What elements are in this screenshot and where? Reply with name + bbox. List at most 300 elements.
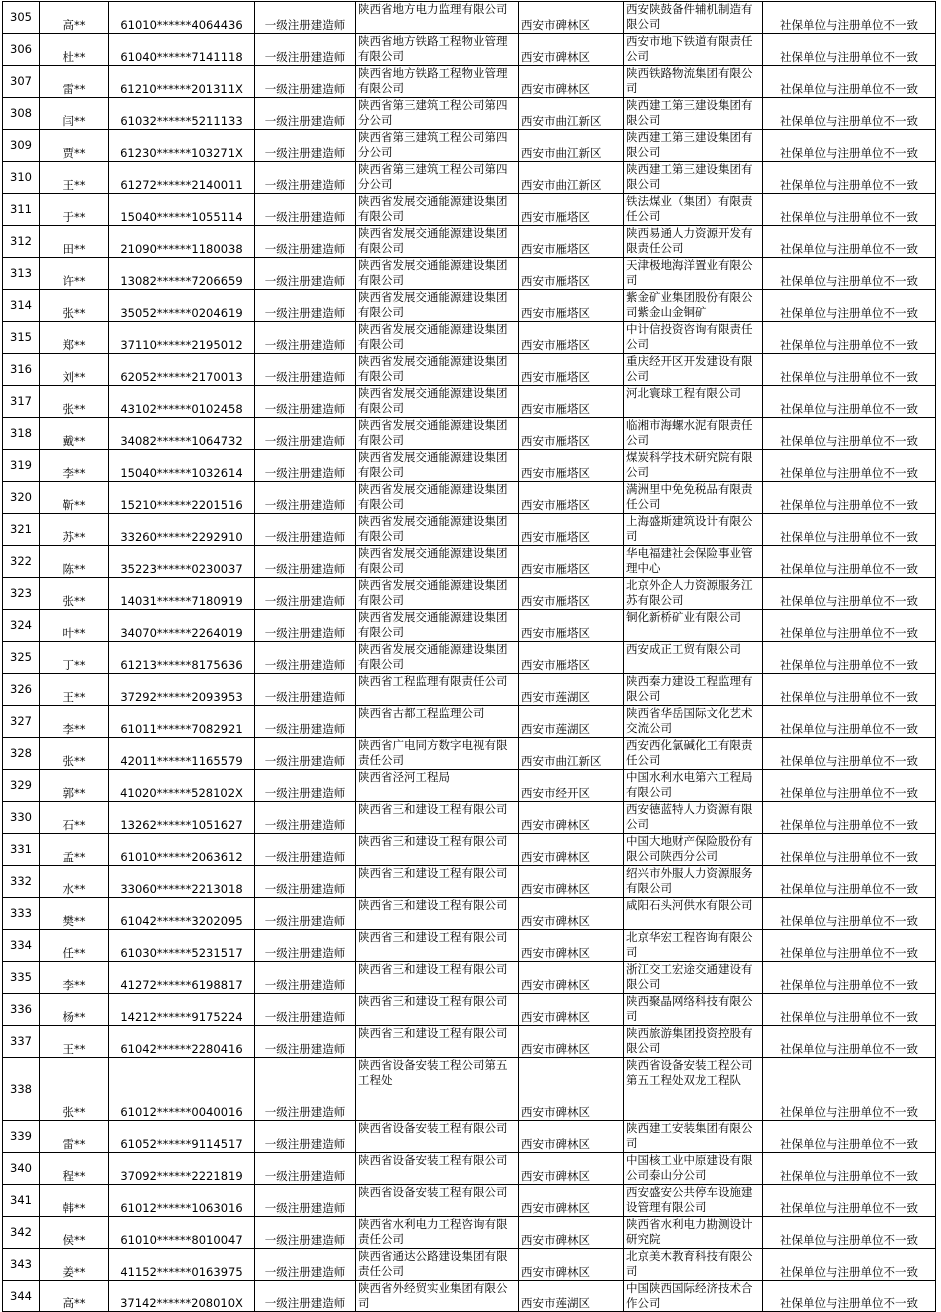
row-number: 313 [3, 258, 40, 290]
district: 西安市曲江新区 [519, 98, 624, 130]
registered-company: 陕西省设备安装工程有限公司 [356, 1121, 519, 1153]
row-number: 323 [3, 578, 40, 610]
social-security-company: 陕西易通人力资源开发有限责任公司 [624, 226, 763, 258]
district: 西安市雁塔区 [519, 450, 624, 482]
remark: 社保单位与注册单位不一致 [763, 386, 936, 418]
table-row [3, 386, 936, 418]
person-name: 丁** [40, 642, 109, 674]
remark: 社保单位与注册单位不一致 [763, 1185, 936, 1217]
person-name: 韩** [40, 1185, 109, 1217]
table-row [3, 1185, 936, 1217]
registered-company: 陕西省水利电力工程咨询有限责任公司 [356, 1217, 519, 1249]
certificate-type: 一级注册建造师 [255, 802, 356, 834]
registered-company: 陕西省三和建设工程有限公司 [356, 898, 519, 930]
registered-company: 陕西省三和建设工程有限公司 [356, 994, 519, 1026]
registered-company: 陕西省发展交通能源建设集团有限公司 [356, 450, 519, 482]
registered-company: 陕西省发展交通能源建设集团有限公司 [356, 546, 519, 578]
district: 西安市碑林区 [519, 834, 624, 866]
id-number: 61011******7082921 [109, 706, 255, 738]
table-row [3, 1249, 936, 1281]
table-row [3, 66, 936, 98]
remark: 社保单位与注册单位不一致 [763, 130, 936, 162]
certificate-type: 一级注册建造师 [255, 898, 356, 930]
id-number: 35223******0230037 [109, 546, 255, 578]
row-number: 310 [3, 162, 40, 194]
certificate-type: 一级注册建造师 [255, 130, 356, 162]
row-number: 312 [3, 226, 40, 258]
registered-company: 陕西省发展交通能源建设集团有限公司 [356, 514, 519, 546]
district: 西安市碑林区 [519, 1026, 624, 1058]
registered-company: 陕西省广电同方数字电视有限责任公司 [356, 738, 519, 770]
person-name: 张** [40, 1058, 109, 1121]
table-row [3, 1153, 936, 1185]
remark: 社保单位与注册单位不一致 [763, 226, 936, 258]
certificate-type: 一级注册建造师 [255, 386, 356, 418]
row-number: 341 [3, 1185, 40, 1217]
registered-company: 陕西省设备安装工程公司第五工程处 [356, 1058, 519, 1121]
certificate-type: 一级注册建造师 [255, 2, 356, 34]
person-name: 樊** [40, 898, 109, 930]
certificate-type: 一级注册建造师 [255, 930, 356, 962]
certificate-type: 一级注册建造师 [255, 706, 356, 738]
table-row [3, 898, 936, 930]
social-security-company: 西安陕鼓备件辅机制造有限公司 [624, 2, 763, 34]
district: 西安市碑林区 [519, 930, 624, 962]
id-number: 34082******1064732 [109, 418, 255, 450]
district: 西安市碑林区 [519, 1249, 624, 1281]
district: 西安市碑林区 [519, 866, 624, 898]
id-number: 14212******9175224 [109, 994, 255, 1026]
row-number: 306 [3, 34, 40, 66]
registered-company: 陕西省第三建筑工程公司第四分公司 [356, 98, 519, 130]
row-number: 332 [3, 866, 40, 898]
district: 西安市曲江新区 [519, 162, 624, 194]
person-name: 张** [40, 738, 109, 770]
district: 西安市雁塔区 [519, 290, 624, 322]
social-security-company: 陕西建工第三建设集团有限公司 [624, 162, 763, 194]
row-number: 331 [3, 834, 40, 866]
certificate-type: 一级注册建造师 [255, 162, 356, 194]
row-number: 308 [3, 98, 40, 130]
person-name: 苏** [40, 514, 109, 546]
person-name: 侯** [40, 1217, 109, 1249]
remark: 社保单位与注册单位不一致 [763, 1281, 936, 1312]
table-row [3, 1281, 936, 1312]
table-row [3, 514, 936, 546]
remark: 社保单位与注册单位不一致 [763, 930, 936, 962]
social-security-company: 临湘市海螺水泥有限责任公司 [624, 418, 763, 450]
district: 西安市雁塔区 [519, 194, 624, 226]
district: 西安市碑林区 [519, 802, 624, 834]
social-security-company: 上海盛斯建筑设计有限公司 [624, 514, 763, 546]
id-number: 61272******2140011 [109, 162, 255, 194]
certificate-type: 一级注册建造师 [255, 418, 356, 450]
registered-company: 陕西省发展交通能源建设集团有限公司 [356, 354, 519, 386]
certificate-type: 一级注册建造师 [255, 578, 356, 610]
district: 西安市雁塔区 [519, 226, 624, 258]
table-row [3, 578, 936, 610]
registered-company: 陕西省发展交通能源建设集团有限公司 [356, 322, 519, 354]
table-row [3, 834, 936, 866]
remark: 社保单位与注册单位不一致 [763, 34, 936, 66]
remark: 社保单位与注册单位不一致 [763, 354, 936, 386]
table-row [3, 642, 936, 674]
id-number: 41152******0163975 [109, 1249, 255, 1281]
row-number: 340 [3, 1153, 40, 1185]
table-row [3, 322, 936, 354]
registered-company: 陕西省地方铁路工程物业管理有限公司 [356, 34, 519, 66]
district: 西安市雁塔区 [519, 514, 624, 546]
row-number: 336 [3, 994, 40, 1026]
remark: 社保单位与注册单位不一致 [763, 1121, 936, 1153]
certificate-type: 一级注册建造师 [255, 610, 356, 642]
district: 西安市雁塔区 [519, 610, 624, 642]
registered-company: 陕西省通达公路建设集团有限责任公司 [356, 1249, 519, 1281]
registered-company: 陕西省三和建设工程有限公司 [356, 802, 519, 834]
person-name: 刘** [40, 354, 109, 386]
remark: 社保单位与注册单位不一致 [763, 514, 936, 546]
id-number: 35052******0204619 [109, 290, 255, 322]
table-row [3, 866, 936, 898]
table-row [3, 962, 936, 994]
id-number: 15210******2201516 [109, 482, 255, 514]
registered-company: 陕西省发展交通能源建设集团有限公司 [356, 610, 519, 642]
district: 西安市碑林区 [519, 34, 624, 66]
id-number: 33260******2292910 [109, 514, 255, 546]
district: 西安市莲湖区 [519, 1281, 624, 1312]
certificate-type: 一级注册建造师 [255, 1249, 356, 1281]
table-row [3, 418, 936, 450]
table-row [3, 674, 936, 706]
district: 西安市碑林区 [519, 66, 624, 98]
certificate-type: 一级注册建造师 [255, 290, 356, 322]
person-name: 郭** [40, 770, 109, 802]
row-number: 339 [3, 1121, 40, 1153]
row-number: 334 [3, 930, 40, 962]
row-number: 328 [3, 738, 40, 770]
district: 西安市雁塔区 [519, 322, 624, 354]
social-security-company: 西安德蓝特人力资源有限公司 [624, 802, 763, 834]
certificate-type: 一级注册建造师 [255, 834, 356, 866]
person-name: 陈** [40, 546, 109, 578]
certificate-type: 一级注册建造师 [255, 1026, 356, 1058]
certificate-type: 一级注册建造师 [255, 34, 356, 66]
certificate-type: 一级注册建造师 [255, 482, 356, 514]
social-security-company: 煤炭科学技术研究院有限公司 [624, 450, 763, 482]
row-number: 326 [3, 674, 40, 706]
table-row [3, 130, 936, 162]
row-number: 307 [3, 66, 40, 98]
social-security-company: 西安盛安公共停车设施建设管理有限公司 [624, 1185, 763, 1217]
table-row [3, 706, 936, 738]
id-number: 37292******2093953 [109, 674, 255, 706]
id-number: 61010******2063612 [109, 834, 255, 866]
id-number: 61032******5211133 [109, 98, 255, 130]
table-row [3, 258, 936, 290]
registered-company: 陕西省泾河工程局 [356, 770, 519, 802]
district: 西安市碑林区 [519, 1153, 624, 1185]
row-number: 344 [3, 1281, 40, 1312]
registered-company: 陕西省发展交通能源建设集团有限公司 [356, 578, 519, 610]
table-row [3, 290, 936, 322]
table-row [3, 802, 936, 834]
registered-company: 陕西省发展交通能源建设集团有限公司 [356, 418, 519, 450]
social-security-company: 陕西铁路物流集团有限公司 [624, 66, 763, 98]
id-number: 61012******0040016 [109, 1058, 255, 1121]
registered-company: 陕西省地方电力监理有限公司 [356, 2, 519, 34]
id-number: 13082******7206659 [109, 258, 255, 290]
district: 西安市曲江新区 [519, 738, 624, 770]
remark: 社保单位与注册单位不一致 [763, 482, 936, 514]
district: 西安市雁塔区 [519, 258, 624, 290]
registered-company: 陕西省发展交通能源建设集团有限公司 [356, 642, 519, 674]
table-row [3, 1058, 936, 1121]
remark: 社保单位与注册单位不一致 [763, 2, 936, 34]
district: 西安市雁塔区 [519, 386, 624, 418]
social-security-company: 紫金矿业集团股份有限公司紫金山金铜矿 [624, 290, 763, 322]
table-row [3, 738, 936, 770]
district: 西安市碑林区 [519, 2, 624, 34]
remark: 社保单位与注册单位不一致 [763, 98, 936, 130]
district: 西安市雁塔区 [519, 418, 624, 450]
district: 西安市碑林区 [519, 898, 624, 930]
id-number: 15040******1032614 [109, 450, 255, 482]
id-number: 61012******1063016 [109, 1185, 255, 1217]
person-name: 张** [40, 290, 109, 322]
person-name: 张** [40, 578, 109, 610]
social-security-company: 陕西省设备安装工程公司第五工程处双龙工程队 [624, 1058, 763, 1121]
registered-company: 陕西省地方铁路工程物业管理有限公司 [356, 66, 519, 98]
table-row [3, 226, 936, 258]
person-name: 郑** [40, 322, 109, 354]
table-row [3, 994, 936, 1026]
person-name: 王** [40, 674, 109, 706]
person-name: 戴** [40, 418, 109, 450]
id-number: 41020******528102X [109, 770, 255, 802]
remark: 社保单位与注册单位不一致 [763, 66, 936, 98]
id-number: 37142******208010X [109, 1281, 255, 1312]
row-number: 322 [3, 546, 40, 578]
certificate-type: 一级注册建造师 [255, 994, 356, 1026]
remark: 社保单位与注册单位不一致 [763, 738, 936, 770]
social-security-company: 西安西化氯碱化工有限责任公司 [624, 738, 763, 770]
remark: 社保单位与注册单位不一致 [763, 546, 936, 578]
remark: 社保单位与注册单位不一致 [763, 994, 936, 1026]
certificate-type: 一级注册建造师 [255, 770, 356, 802]
remark: 社保单位与注册单位不一致 [763, 194, 936, 226]
remark: 社保单位与注册单位不一致 [763, 1058, 936, 1121]
person-name: 高** [40, 2, 109, 34]
remark: 社保单位与注册单位不一致 [763, 1026, 936, 1058]
certificate-type: 一级注册建造师 [255, 1281, 356, 1312]
social-security-company: 中计信投资咨询有限责任公司 [624, 322, 763, 354]
social-security-company: 陕西建工第三建设集团有限公司 [624, 98, 763, 130]
registration-table [2, 1, 936, 1312]
id-number: 42011******1165579 [109, 738, 255, 770]
table-row [3, 1217, 936, 1249]
table-row [3, 34, 936, 66]
social-security-company: 陕西秦力建设工程监理有限公司 [624, 674, 763, 706]
social-security-company: 陕西旅游集团投资控股有限公司 [624, 1026, 763, 1058]
table-row [3, 1121, 936, 1153]
social-security-company: 天津极地海洋置业有限公司 [624, 258, 763, 290]
remark: 社保单位与注册单位不一致 [763, 610, 936, 642]
id-number: 13262******1051627 [109, 802, 255, 834]
row-number: 305 [3, 2, 40, 34]
id-number: 61030******5231517 [109, 930, 255, 962]
table-row [3, 482, 936, 514]
row-number: 320 [3, 482, 40, 514]
certificate-type: 一级注册建造师 [255, 514, 356, 546]
remark: 社保单位与注册单位不一致 [763, 866, 936, 898]
remark: 社保单位与注册单位不一致 [763, 802, 936, 834]
id-number: 33060******2213018 [109, 866, 255, 898]
remark: 社保单位与注册单位不一致 [763, 770, 936, 802]
id-number: 61042******3202095 [109, 898, 255, 930]
district: 西安市莲湖区 [519, 674, 624, 706]
registered-company: 陕西省古都工程监理公司 [356, 706, 519, 738]
id-number: 62052******2170013 [109, 354, 255, 386]
person-name: 任** [40, 930, 109, 962]
certificate-type: 一级注册建造师 [255, 322, 356, 354]
district: 西安市雁塔区 [519, 546, 624, 578]
id-number: 15040******1055114 [109, 194, 255, 226]
district: 西安市碑林区 [519, 1121, 624, 1153]
registered-company: 陕西省三和建设工程有限公司 [356, 834, 519, 866]
district: 西安市雁塔区 [519, 578, 624, 610]
district: 西安市碑林区 [519, 1217, 624, 1249]
person-name: 叶** [40, 610, 109, 642]
social-security-company: 铜化新桥矿业有限公司 [624, 610, 763, 642]
id-number: 21090******1180038 [109, 226, 255, 258]
social-security-company: 浙江交工宏途交通建设有限公司 [624, 962, 763, 994]
table-row [3, 2, 936, 34]
certificate-type: 一级注册建造师 [255, 1058, 356, 1121]
social-security-company: 北京外企人力资源服务江苏有限公司 [624, 578, 763, 610]
person-name: 王** [40, 162, 109, 194]
social-security-company: 中国大地财产保险股份有限公司陕西分公司 [624, 834, 763, 866]
registered-company: 陕西省第三建筑工程公司第四分公司 [356, 162, 519, 194]
registered-company: 陕西省发展交通能源建设集团有限公司 [356, 482, 519, 514]
social-security-company: 西安市地下铁道有限责任公司 [624, 34, 763, 66]
social-security-company: 陕西建工安装集团有限公司 [624, 1121, 763, 1153]
district: 西安市莲湖区 [519, 706, 624, 738]
row-number: 314 [3, 290, 40, 322]
registered-company: 陕西省三和建设工程有限公司 [356, 1026, 519, 1058]
registered-company: 陕西省发展交通能源建设集团有限公司 [356, 290, 519, 322]
person-name: 许** [40, 258, 109, 290]
certificate-type: 一级注册建造师 [255, 546, 356, 578]
certificate-type: 一级注册建造师 [255, 226, 356, 258]
id-number: 61213******8175636 [109, 642, 255, 674]
social-security-company: 陕西省华岳国际文化艺术交流公司 [624, 706, 763, 738]
remark: 社保单位与注册单位不一致 [763, 834, 936, 866]
row-number: 317 [3, 386, 40, 418]
table-row [3, 354, 936, 386]
certificate-type: 一级注册建造师 [255, 1121, 356, 1153]
person-name: 王** [40, 1026, 109, 1058]
table-row [3, 1026, 936, 1058]
certificate-type: 一级注册建造师 [255, 674, 356, 706]
certificate-type: 一级注册建造师 [255, 1217, 356, 1249]
row-number: 343 [3, 1249, 40, 1281]
certificate-type: 一级注册建造师 [255, 354, 356, 386]
certificate-type: 一级注册建造师 [255, 98, 356, 130]
person-name: 李** [40, 450, 109, 482]
id-number: 34070******2264019 [109, 610, 255, 642]
remark: 社保单位与注册单位不一致 [763, 898, 936, 930]
social-security-company: 中国水利水电第六工程局有限公司 [624, 770, 763, 802]
person-name: 杜** [40, 34, 109, 66]
row-number: 333 [3, 898, 40, 930]
certificate-type: 一级注册建造师 [255, 642, 356, 674]
registered-company: 陕西省设备安装工程有限公司 [356, 1153, 519, 1185]
registered-company: 陕西省发展交通能源建设集团有限公司 [356, 194, 519, 226]
district: 西安市曲江新区 [519, 130, 624, 162]
registered-company: 陕西省工程监理有限责任公司 [356, 674, 519, 706]
table-row [3, 770, 936, 802]
social-security-company: 陕西建工第三建设集团有限公司 [624, 130, 763, 162]
remark: 社保单位与注册单位不一致 [763, 322, 936, 354]
row-number: 337 [3, 1026, 40, 1058]
social-security-company: 铁法煤业（集团）有限责任公司 [624, 194, 763, 226]
remark: 社保单位与注册单位不一致 [763, 706, 936, 738]
remark: 社保单位与注册单位不一致 [763, 1153, 936, 1185]
certificate-type: 一级注册建造师 [255, 738, 356, 770]
social-security-company: 重庆经开区开发建设有限公司 [624, 354, 763, 386]
registered-company: 陕西省外经贸实业集团有限公司 [356, 1281, 519, 1312]
district: 西安市雁塔区 [519, 354, 624, 386]
social-security-company: 华电福建社会保险事业管理中心 [624, 546, 763, 578]
certificate-type: 一级注册建造师 [255, 1153, 356, 1185]
row-number: 338 [3, 1058, 40, 1121]
registered-company: 陕西省三和建设工程有限公司 [356, 930, 519, 962]
person-name: 李** [40, 962, 109, 994]
registered-company: 陕西省三和建设工程有限公司 [356, 866, 519, 898]
person-name: 孟** [40, 834, 109, 866]
district: 西安市雁塔区 [519, 642, 624, 674]
social-security-company: 陕西省水利电力勘测设计研究院 [624, 1217, 763, 1249]
row-number: 325 [3, 642, 40, 674]
id-number: 41272******6198817 [109, 962, 255, 994]
row-number: 324 [3, 610, 40, 642]
remark: 社保单位与注册单位不一致 [763, 642, 936, 674]
district: 西安市碑林区 [519, 1185, 624, 1217]
remark: 社保单位与注册单位不一致 [763, 258, 936, 290]
id-number: 61040******7141118 [109, 34, 255, 66]
row-number: 319 [3, 450, 40, 482]
registered-company: 陕西省发展交通能源建设集团有限公司 [356, 258, 519, 290]
social-security-company: 河北寰球工程有限公司 [624, 386, 763, 418]
table-body [3, 2, 936, 1312]
row-number: 315 [3, 322, 40, 354]
person-name: 高** [40, 1281, 109, 1312]
district: 西安市碑林区 [519, 994, 624, 1026]
id-number: 43102******0102458 [109, 386, 255, 418]
social-security-company: 陕西聚晶网络科技有限公司 [624, 994, 763, 1026]
table-row [3, 194, 936, 226]
remark: 社保单位与注册单位不一致 [763, 962, 936, 994]
id-number: 61042******2280416 [109, 1026, 255, 1058]
row-number: 330 [3, 802, 40, 834]
row-number: 327 [3, 706, 40, 738]
person-name: 张** [40, 386, 109, 418]
person-name: 水** [40, 866, 109, 898]
registered-company: 陕西省设备安装工程有限公司 [356, 1185, 519, 1217]
remark: 社保单位与注册单位不一致 [763, 418, 936, 450]
row-number: 311 [3, 194, 40, 226]
person-name: 杨** [40, 994, 109, 1026]
